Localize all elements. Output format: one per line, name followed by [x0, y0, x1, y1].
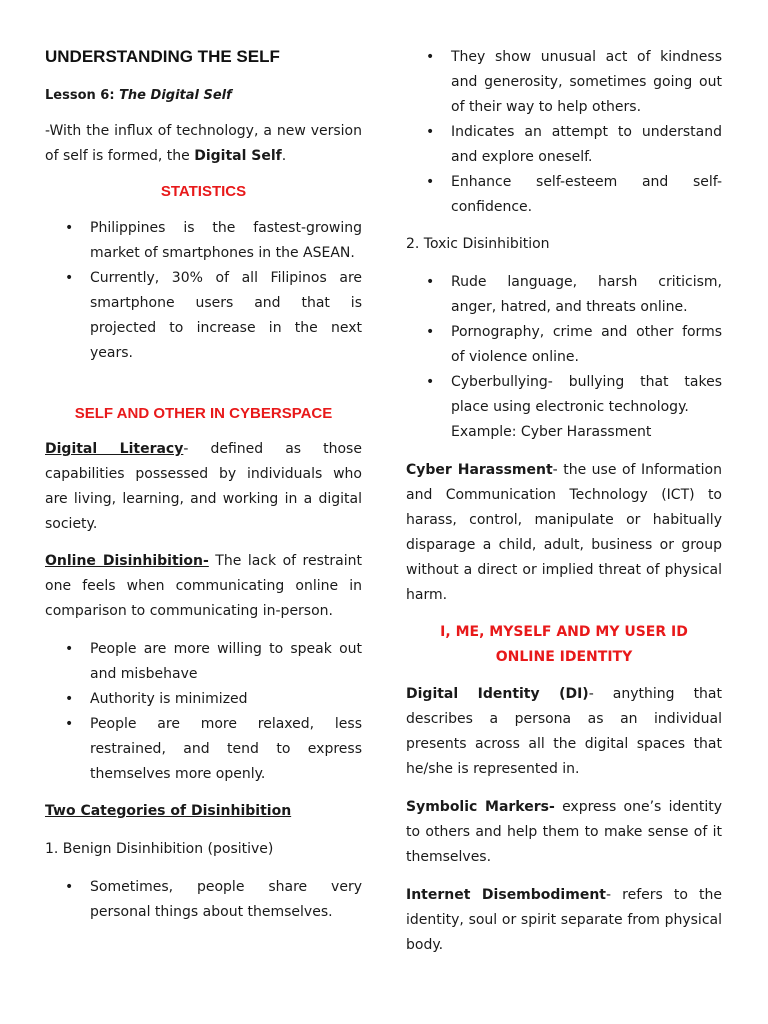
toxic-list: [406, 270, 722, 420]
cyber-harassment-term: Cyber Harassment: [406, 462, 553, 478]
internet-disembodiment-text: - refers to the identity, soul or spirit separate from physical body.: [406, 887, 722, 953]
example-label: Example: [451, 424, 512, 440]
list-item: • Currently, 30% of all Filipinos are smartphone users and that is projected to increase in the next years.: [45, 266, 362, 366]
list-item: • People are more relaxed, less restrained, and tend to express themselves more openly.: [45, 712, 362, 787]
symbolic-markers-term: Symbolic Markers-: [406, 799, 555, 815]
intro-text: -With the influx of technology, a new version of self is formed, the: [45, 123, 362, 164]
intro-paragraph: [45, 119, 362, 169]
list-item: • Enhance self-esteem and self-confidence.: [406, 170, 722, 220]
digital-identity-paragraph: [406, 682, 722, 782]
list-item: • Indicates an attempt to understand and explore oneself.: [406, 120, 722, 170]
digital-identity-term: Digital Identity (DI): [406, 686, 589, 702]
digital-literacy-paragraph: [45, 437, 362, 537]
document-title: UNDERSTANDING THE SELF: [45, 47, 280, 66]
list-item: • Cyberbullying- bullying that takes place using electronic technology.: [406, 370, 722, 420]
list-item: • Pornography, crime and other forms of violence online.: [406, 320, 722, 370]
list-item: • People are more willing to speak out and misbehave: [45, 637, 362, 687]
identity-heading-1: I, ME, MYSELF AND MY USER ID: [440, 624, 688, 640]
list-item: • They show unusual act of kindness and generosity, sometimes going out of their way to help others.: [406, 45, 722, 120]
intro-end: .: [281, 148, 287, 164]
symbolic-markers-text: express one’s identity to others and help them to make sense of it themselves.: [406, 799, 722, 865]
online-disinhibition-term: Online Disinhibition-: [45, 553, 209, 569]
online-disinhibition-text: The lack of restraint one feels when communicating online in comparison to communicating in-person.: [45, 553, 362, 619]
cyber-harassment-text: - the use of Information and Communication Technology (ICT) to harass, control, manipulate or habitually disparage a child, adult, business or group without a direct or implied threat of physical harm.: [406, 462, 722, 603]
list-item: • Philippines is the fastest-growing market of smartphones in the ASEAN.: [45, 216, 362, 266]
benign-list-right: [406, 45, 722, 220]
categories-heading-text: Two Categories of Disinhibition: [45, 803, 292, 819]
cyber-harassment-paragraph: [406, 458, 722, 608]
identity-heading-2: ONLINE IDENTITY: [495, 649, 633, 665]
disinhibition-list: [45, 637, 362, 787]
lesson-name: The Digital Self: [119, 88, 232, 103]
intro-bold: Digital Self: [194, 148, 282, 164]
toxic-heading: 2. Toxic Disinhibition: [406, 236, 550, 252]
benign-list-left: [45, 875, 362, 925]
list-item: • Sometimes, people share very personal things about themselves.: [45, 875, 362, 925]
statistics-heading: STATISTICS: [160, 183, 247, 200]
benign-heading: 1. Benign Disinhibition (positive): [45, 841, 274, 857]
lesson-heading: [45, 83, 362, 108]
list-item: • Authority is minimized: [45, 687, 362, 712]
digital-literacy-sep: -: [183, 441, 211, 457]
lesson-label: Lesson 6:: [45, 88, 120, 103]
internet-disembodiment-paragraph: [406, 883, 722, 958]
internet-disembodiment-term: Internet Disembodiment: [406, 887, 606, 903]
symbolic-markers-paragraph: [406, 795, 722, 870]
categories-heading: [45, 799, 362, 824]
statistics-list: [45, 216, 362, 366]
digital-identity-text: - anything that describes a persona as an individual presents across all the digital spaces that he/she is represented in.: [406, 686, 722, 777]
toxic-example: [406, 420, 722, 445]
digital-literacy-text: defined as those capabilities possessed by individuals who are living, learning, and working in a digital society.: [45, 441, 362, 532]
online-disinhibition-paragraph: [45, 549, 362, 624]
cyberspace-heading: SELF AND OTHER IN CYBERSPACE: [74, 405, 333, 422]
digital-literacy-term: Digital Literacy: [45, 441, 184, 457]
list-item: • Rude language, harsh criticism, anger, hatred, and threats online.: [406, 270, 722, 320]
example-text: : Cyber Harassment: [511, 424, 652, 440]
